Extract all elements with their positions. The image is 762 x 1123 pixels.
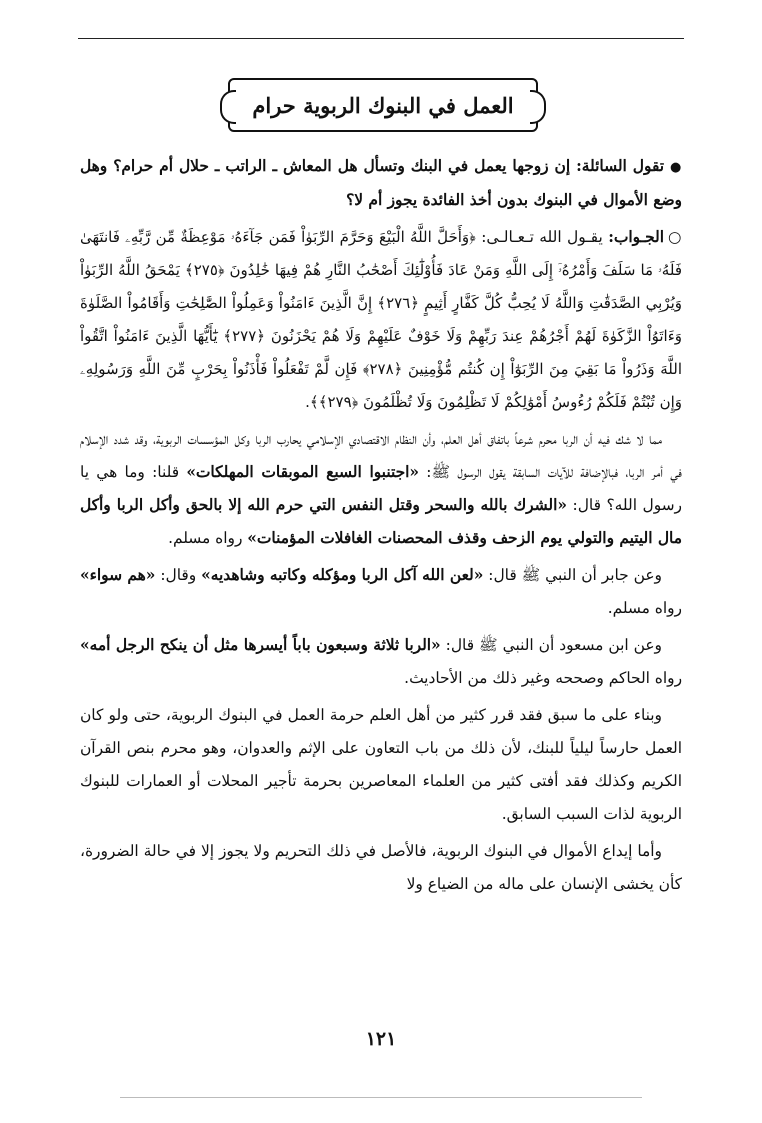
circle-marker-icon: ○ — [668, 228, 682, 246]
para2-text-2: وقال: — [160, 566, 197, 584]
para1-hadith-2: «الشرك بالله والسحر وقتل النفس التي حرم الله إلا بالحق وأكل الربا وأكل مال اليتيم والتولي يوم الزحف وقذف المحصنات الغافلات المؤمنات» — [80, 496, 682, 547]
para1-text-3: رواه مسلم. — [168, 529, 243, 547]
para3-text-1: وعن ابن مسعود أن النبي ﷺ قال: — [445, 636, 662, 654]
page-number: ١٢١ — [365, 1028, 397, 1050]
answer-label: الجـواب: — [608, 228, 664, 246]
question-text: تقول السائلة: إن زوجها يعمل في البنك وتسأل هل المعاش ـ الراتب ـ حلال أم حرام؟ وهل وضع الأموال في البنوك بدون أخذ الفائدة يجوز أم لا؟ — [80, 157, 682, 209]
para1-text-2: قلنا: وما هي يا رسول الله؟ قال: — [80, 463, 682, 514]
paragraph-riba-prohibition — [80, 423, 682, 555]
para3-hadith-1: «الربا ثلاثة وسبعون باباً أيسرها مثل أن ينكح الرجل أمه» — [80, 636, 441, 654]
bullet-icon: ● — [670, 160, 682, 175]
chapter-title: العمل في البنوك الربوية حرام — [252, 92, 514, 118]
question-paragraph — [80, 150, 682, 217]
title-frame — [228, 78, 538, 132]
para2-hadith-2: «هم سواء» — [80, 566, 156, 584]
para1-text-1: مما لا شك فيه أن الربا محرم شرعاً باتفاق أهل العلم، وأن النظام الاقتصادي الإسلامي يحارب الربا وكل المؤسسات الربوية، وقد شدد الإسلام في أمر الربا، فبالإضافة للآيات السابقة يقول الرسول ﷺ: — [80, 430, 682, 481]
para2-text-3: رواه مسلم. — [607, 599, 682, 617]
answer-paragraph — [80, 221, 682, 419]
page-bottom-rule — [120, 1097, 642, 1098]
quran-verses: ﴿وَأَحَلَّ اللَّهُ الْبَيْعَ وَحَرَّمَ الرِّبَوٰاْ فَمَن جَآءَهُۥ مَوْعِظَةٌ مِّن رَّبِّهِۦ فَانتَهَىٰ فَلَهُۥ مَا سَلَفَ وَأَمْرُهُۥٓ إِلَى اللَّهِ وَمَنْ عَادَ فَأُوْلَٰٓئِكَ أَصْحَٰبُ النَّارِ هُمْ فِيهَا خَٰلِدُونَ ﴿٢٧٥﴾ يَمْحَقُ اللَّهُ الرِّبَوٰاْ وَيُرْبِي الصَّدَقَٰتِ وَاللَّهُ لَا يُحِبُّ كُلَّ كَفَّارٍ أَثِيمٍ ﴿٢٧٦﴾ إِنَّ الَّذِينَ ءَامَنُواْ وَعَمِلُواْ الصَّٰلِحَٰتِ وَأَقَامُواْ الصَّلَوٰةَ وَءَاتَوُاْ الزَّكَوٰةَ لَهُمْ أَجْرُهُمْ عِندَ رَبِّهِمْ وَلَا خَوْفٌ عَلَيْهِمْ وَلَا هُمْ يَحْزَنُونَ ﴿٢٧٧﴾ يَٰٓأَيُّهَا الَّذِينَ ءَامَنُواْ اتَّقُواْ اللَّهَ وَذَرُواْ مَا بَقِيَ مِنَ الرِّبَوٰٓاْ إِن كُنتُم مُّؤْمِنِينَ ﴿٢٧٨﴾ فَإِن لَّمْ تَفْعَلُواْ فَأْذَنُواْ بِحَرْبٍ مِّنَ اللَّهِ وَرَسُولِهِۦ وَإِن تُبْتُمْ فَلَكُمْ رُءُوسُ أَمْوَٰلِكُمْ لَا تَظْلِمُونَ وَلَا تُظْلَمُونَ ﴿٢٧٩﴾﴾. — [80, 228, 683, 411]
para1-hadith-1: «اجتنبوا السبع الموبقات المهلكات» — [186, 463, 420, 481]
paragraph-deposits: وأما إيداع الأموال في البنوك الربوية، فالأصل في ذلك التحريم ولا يجوز إلا في حالة الضرورة، كأن يخشى الإنسان على ماله من الضياع ولا — [80, 842, 682, 893]
paragraph-jabir — [80, 559, 682, 625]
paragraph-ibn-masud — [80, 629, 682, 695]
answer-intro: يقـول الله تـعـالـى: — [481, 228, 603, 246]
paragraph-ruling-work: وبناء على ما سبق فقد قرر كثير من أهل العلم حرمة العمل في البنوك الربوية، حتى ولو كان العمل حارساً ليلياً للبنك، لأن ذلك من باب التعاون على الإثم والعدوان، وهو محرم بنص القرآن الكريم وكذلك فقد أفتى كثير من العلماء المعاصرين بحرمة تأجير المحلات أو العمارات للبنوك الربوية لذات السبب السابق. — [80, 706, 682, 823]
para2-text-1: وعن جابر أن النبي ﷺ قال: — [488, 566, 662, 584]
para3-text-2: رواه الحاكم وصححه وغير ذلك من الأحاديث. — [404, 669, 682, 687]
para2-hadith-1: «لعن الله آكل الربا ومؤكله وكاتبه وشاهديه» — [201, 566, 484, 584]
page-content — [80, 150, 682, 905]
page-top-rule — [78, 38, 684, 39]
